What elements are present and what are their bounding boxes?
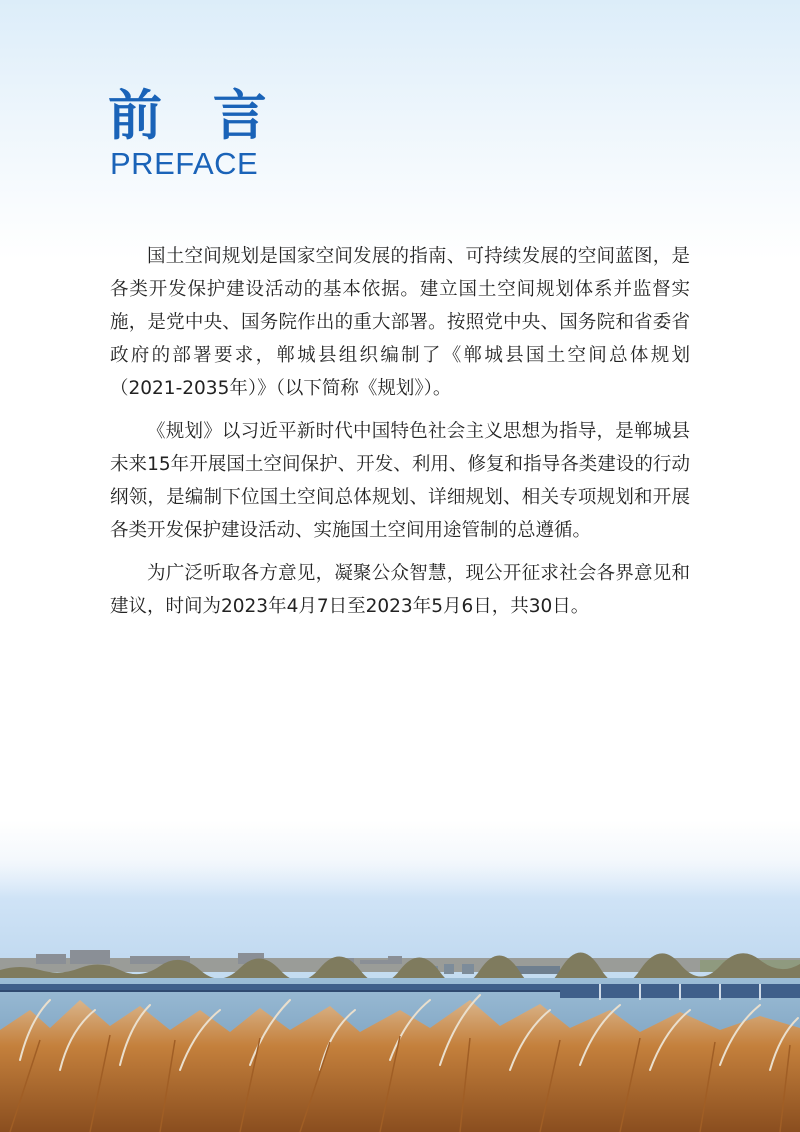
lakeside-reeds-photo: [0, 860, 800, 1132]
page-subtitle: PREFACE: [110, 146, 259, 181]
preface-body: [110, 240, 690, 633]
paragraph-3: 为广泛听取各方意见，凝聚公众智慧，现公开征求社会各界意见和建议，时间为2023年4月7日至2023年5月6日，共30日。: [110, 563, 690, 617]
sky: [0, 860, 800, 970]
paragraph-1: 国土空间规划是国家空间发展的指南、可持续发展的空间蓝图，是各类开发保护建设活动的基本依据。建立国土空间规划体系并监督实施，是党中央、国务院作出的重大部署。按照党中央、国务院和省委省政府的部署要求，郸城县组织编制了《郸城县国土空间总体规划（2021-2035年）》（以下简称《规划》）。: [110, 246, 690, 399]
page-title: 前 言: [108, 84, 283, 147]
paragraph-2: 《规划》以习近平新时代中国特色社会主义思想为指导，是郸城县未来15年开展国土空间保护、开发、利用、修复和指导各类建设的行动纲领，是编制下位国土空间总体规划、详细规划、相关专项规划和开展各类开发保护建设活动、实施国土空间用途管制的总遵循。: [110, 421, 690, 541]
